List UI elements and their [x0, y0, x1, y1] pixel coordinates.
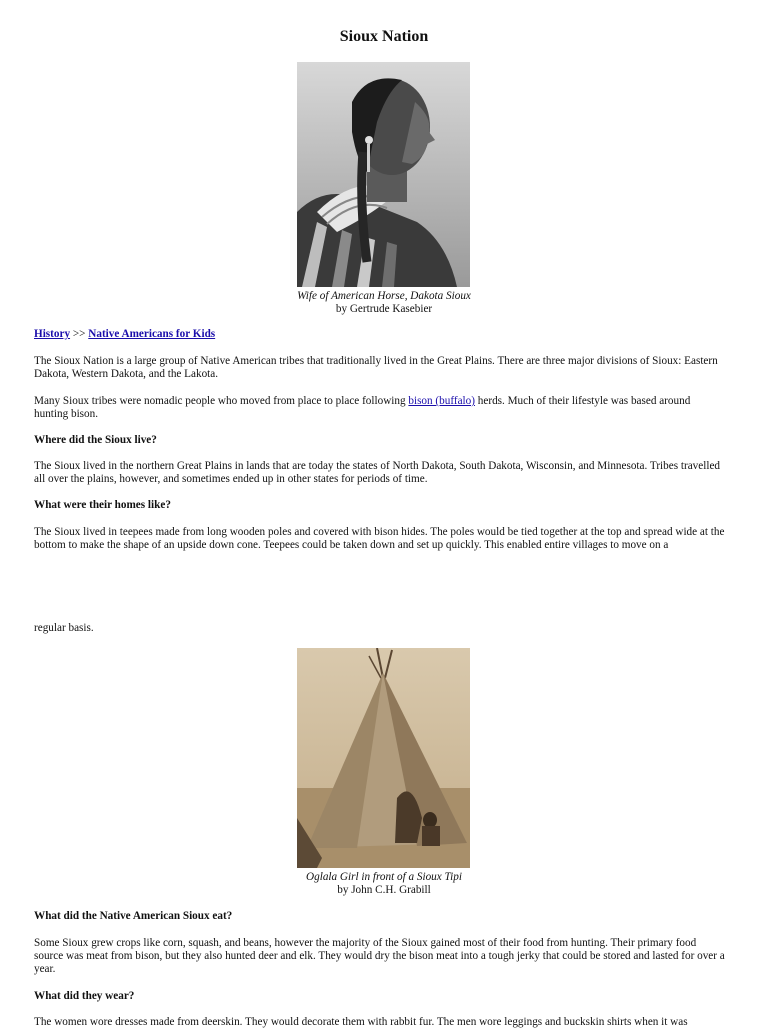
homes-text: The Sioux lived in teepees made from long wooden poles and covered with bison hides. The poles would be tied together at the top and spread wide at the bottom to make the shape of an upside down cone. Teepees could be taken down and set up quickly. This enabled entire villages to move on a — [34, 526, 725, 551]
intro-paragraph — [34, 355, 726, 381]
heading-where-live: Where did the Sioux live? — [34, 434, 157, 446]
intro-text: The Sioux Nation is a large group of Native American tribes that traditionally lived in the Great Plains. There are three major divisions of Sioux: Eastern Dakota, Western Dakota, and the Lakota. — [34, 355, 718, 380]
wear-paragraph — [34, 1016, 726, 1029]
page-title: Sioux Nation — [339, 28, 429, 45]
portrait-caption-title: Wife of American Horse, Dakota Sioux — [297, 290, 471, 302]
tipi-caption-title: Oglala Girl in front of a Sioux Tipi — [306, 871, 462, 883]
tipi-caption — [0, 871, 768, 897]
tipi-image — [297, 648, 470, 868]
tipi-caption-credit: by John C.H. Grabill — [337, 884, 431, 896]
breadcrumb-separator: >> — [72, 328, 86, 340]
portrait-image — [297, 62, 470, 287]
breadcrumb-history-link[interactable]: History — [34, 328, 71, 340]
heading-homes: What were their homes like? — [34, 499, 171, 511]
breadcrumb-native-americans-link[interactable]: Native Americans for Kids — [88, 328, 216, 340]
portrait-photo — [297, 62, 470, 287]
portrait-caption — [0, 290, 768, 316]
bison-link[interactable]: bison (buffalo) — [408, 395, 475, 407]
heading-wear: What did they wear? — [34, 990, 135, 1002]
live-paragraph — [34, 460, 726, 486]
tipi-photo — [297, 648, 470, 868]
live-text: The Sioux lived in the northern Great Plains in lands that are today the states of North Dakota, South Dakota, Wisconsin, and Minnesota. Tribes travelled all over the plains, however, and sometimes ended up in other states for periods of time. — [34, 460, 721, 485]
homes-paragraph-end — [34, 622, 726, 635]
wear-text: The women wore dresses made from deerskin. They would decorate them with rabbit fur. The men wore leggings and buckskin shirts when it was — [34, 1016, 688, 1028]
eat-text: Some Sioux grew crops like corn, squash, and beans, however the majority of the Sioux gained most of their food from hunting. Their primary food source was meat from bison, but they also hunted deer and elk. They would dry the bison meat into a tough jerky that could be stored and lasted for over a year. — [34, 937, 725, 975]
eat-paragraph — [34, 937, 726, 976]
breadcrumb — [34, 328, 215, 341]
homes-paragraph — [34, 526, 726, 552]
homes-text-end: regular basis. — [34, 622, 94, 634]
nomadic-text-before: Many Sioux tribes were nomadic people who moved from place to place following — [34, 395, 409, 407]
heading-eat: What did the Native American Sioux eat? — [34, 910, 233, 922]
nomadic-text-after: herds. Much of their lifestyle was based around hunting bison. — [34, 395, 691, 420]
nomadic-paragraph — [34, 395, 726, 421]
portrait-caption-credit: by Gertrude Kasebier — [335, 303, 433, 315]
